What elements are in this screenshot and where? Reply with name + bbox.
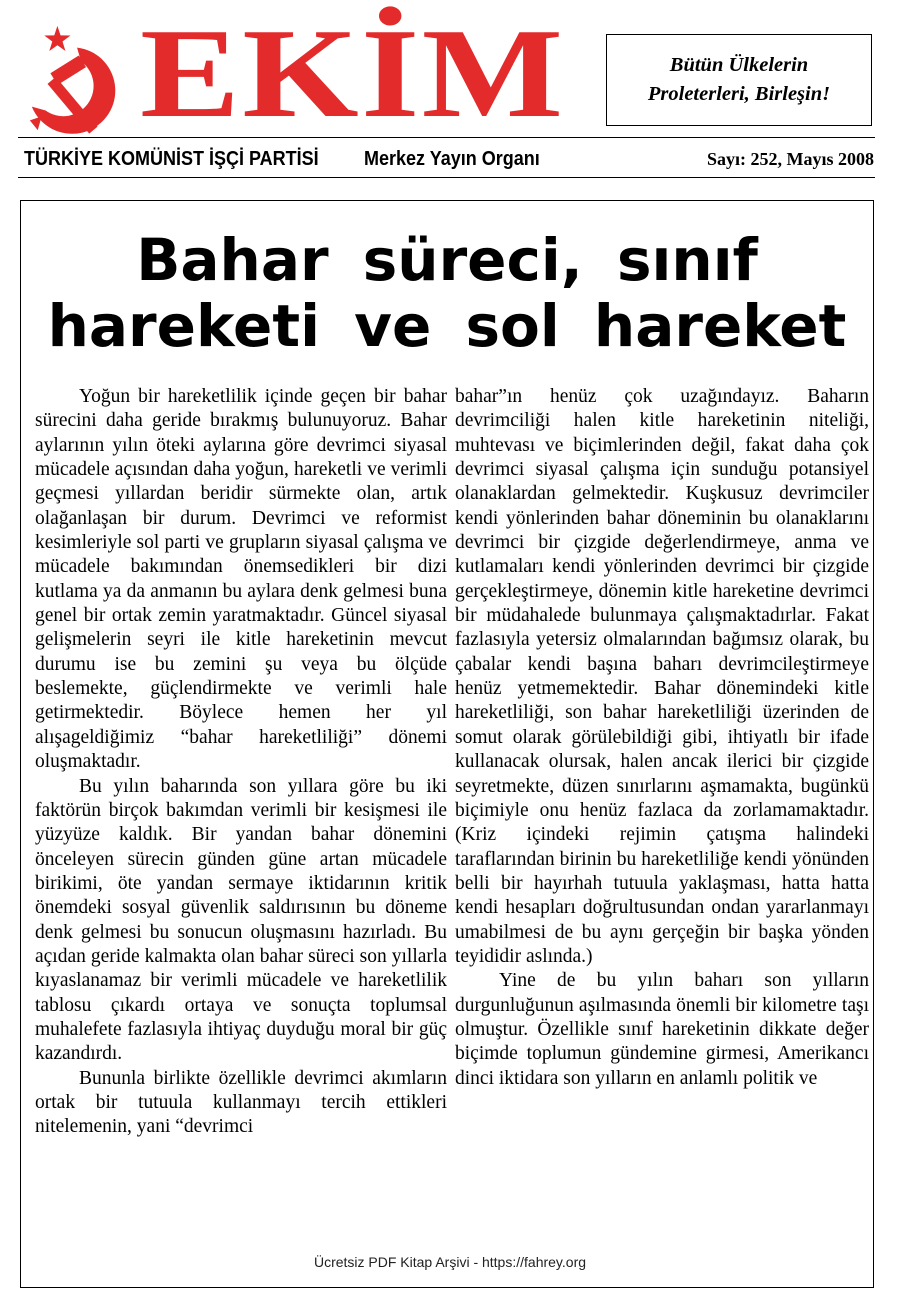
issue-label: Sayı: 252, Mayıs 2008 — [706, 149, 874, 169]
brand-name: EKİM — [140, 2, 566, 144]
paragraph: Yine de bu yılın baharı son yılların durgunluğunun aşılmasında önemli bir kilometre taşı olmuştur. Özellikle sınıf hareketinin dikkate değer biçimde toplumun gündemine girmesi, Amerikancı dinci iktidara son yılların en anlamlı politik ve — [455, 970, 869, 1089]
party-line — [24, 145, 351, 173]
brand-logo — [140, 2, 566, 144]
party-name: TÜRKİYE KOMÜNİST İŞÇİ PARTİSİ — [24, 148, 319, 170]
article-title-line-2: hareketi ve sol hareket — [47, 292, 847, 360]
article-title — [21, 227, 873, 359]
article-title-line-1: Bahar süreci, sınıf — [136, 226, 758, 294]
slogan-box — [606, 34, 872, 126]
paragraph: Bu yılın baharında son yıllara göre bu iki faktörün birçok bakımdan verimli bir kesişmesi ile yüzyüze kaldık. Bir yandan bahar dönemini önceleyen sürecin günden güne artan mücadele birikimi, öte yandan sermaye iktidarının kritik önemdeki sosyal güvenlik saldırısının bu döneme denk gelmesi bu sonucun oluşmasını hazırladı. Bu açıdan geride kalmakta olan bahar süreci son yıllarla kıyaslanamaz bir verimli mücadele ve hareketlilik tablosu çıkardı ortaya ve sonuçta toplumsal muhalefete fazlasıyla ihtiyaç duyduğu moral bir güç kazandırdı. — [35, 775, 447, 1065]
article-column-right — [455, 385, 869, 1091]
paragraph: bahar”ın henüz çok uzağındayız. Baharın devrimciliği halen kitle hareketinin niteliği, muhtevası ve biçimlerinden değil, fakat daha çok devrimci siyasal çalışma için sunduğu potansiyel olanaklardan gelmektedir. Kuşkusuz devrimciler kendi yönlerinden bahar döneminin bu olanaklarını devrimci bir çizgide değerlendirmeye, anma ve kutlamaları kendi yönlerinden devrimci bir çizgide gerçekleştirmeye, dönemin kitle hareketine devrimci bir müdahalede bulunmaya çalışmaktadırlar. Fakat fazlasıyla yetersiz olmalarından bağımsız olarak, bu çabalar kendi başına baharı devrimcileştirmeye henüz yetmemektedir. Bahar dönemindeki kitle hareketliliği, son bahar hareketliliği üzerinden de somut olarak görülebildiği gibi, ihtiyatlı bir ifade kullanacak olursak, halen ancak ilerici bir çizgide seyretmekte, düzen sınırlarını aşmamakta, bugünkü biçimiyle onu henüz fazlaca da zorlamamaktadır. (Kriz içindeki rejimin çatışma halindeki taraflarından birinin bu hareketliliğe kendi yönünden belli bir hayırhah tutuula yaklaşması, hatta hatta kendi hesapları doğrultusundan ondan yararlanmayı umabilmesi de bu aynı gerçeğin bir başka yönden teyididir aslında.) — [455, 386, 869, 967]
slogan-line-2: Proleterleri, Birleşin! — [647, 83, 831, 105]
paragraph: Bununla birlikte özellikle devrimci akımların ortak bir tutuula kullanmayı tercih ettikleri nitelemenin, yani “devrimci — [35, 1067, 447, 1138]
masthead-rule-bottom — [18, 177, 875, 178]
article-column-left — [35, 385, 447, 1140]
masthead-rule-top — [18, 137, 875, 138]
footer-watermark: Ücretsiz PDF Kitap Arşivi - https://fahrey.org — [313, 1254, 587, 1270]
paragraph: Yoğun bir hareketlilik içinde geçen bir bahar sürecini daha geride bırakmış bulunuyoruz. Bahar aylarının yılın öteki aylarına göre devrimci siyasal mücadele açısından daha yoğun, hareketli ve verimli geçmesi yıllardan beridir sürmekte olan, artık olağanlaşan bir durum. Devrimci ve reformist kesimleriyle sol parti ve grupların siyasal çalışma ve mücadele bakımından önemsedikleri bir dizi kutlama ya da anmanın bu aylara denk gelmesi buna genel bir ortak zemin yaratmaktadır. Güncel siyasal gelişmelerin seyri ile kitle hareketinin mevcut durumu ise bu zemini şu veya bu ölçüde beslemekte, güçlendirmekte ve verimli hale getirmektedir. Böylece hemen her yıl alışageldiğimiz “bahar hareketliliği” dönemi oluşmaktadır. — [35, 386, 447, 773]
article-frame — [20, 200, 874, 1288]
hammer-sickle-star-icon — [22, 22, 140, 140]
masthead — [0, 0, 900, 185]
organ-label: Merkez Yayın Organı — [364, 148, 540, 170]
slogan-line-1: Bütün Ülkelerin — [669, 54, 809, 76]
